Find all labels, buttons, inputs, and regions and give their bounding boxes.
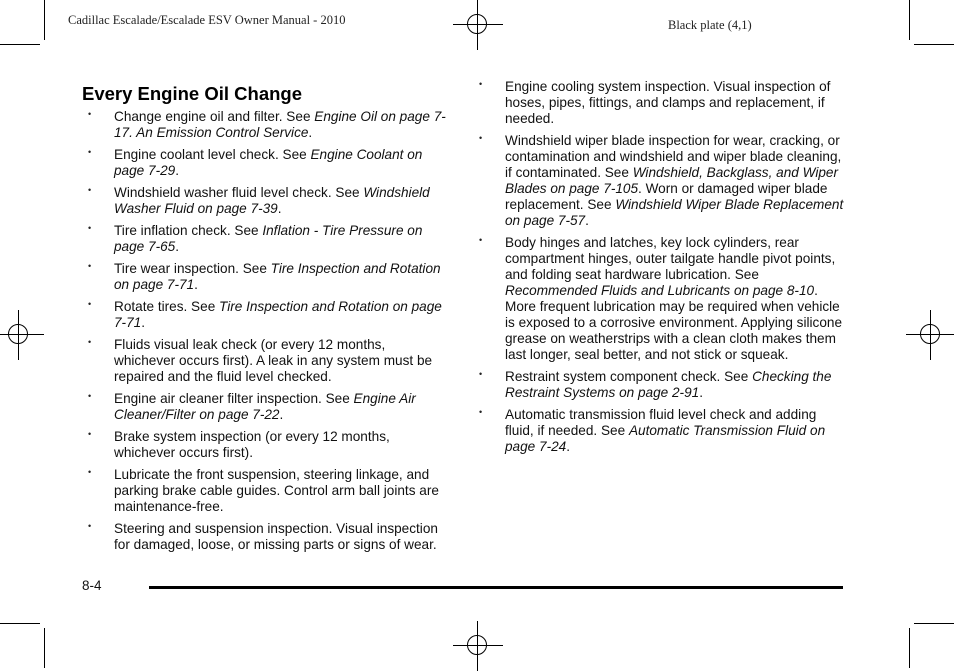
item-text: Steering and suspension inspection. Visual inspection for damaged, loose, or missing parts or signs of wear. (114, 521, 438, 552)
registration-mark-right (920, 324, 940, 344)
bullet-icon: • (88, 429, 92, 439)
crop-mark-tl-v (44, 0, 45, 40)
bullet-icon: • (479, 79, 483, 89)
page-number: 8-4 (82, 578, 102, 593)
bullet-icon: • (479, 369, 483, 379)
cross-reference: Automatic Transmission Fluid on page 7-24 (505, 423, 826, 454)
right-list-item (479, 369, 844, 401)
bullet-icon: • (88, 223, 92, 233)
bullet-icon: • (88, 521, 92, 531)
item-text: Windshield washer fluid level check. See (114, 185, 364, 200)
registration-mark-top (467, 14, 487, 34)
item-text: . (194, 277, 198, 292)
cross-reference: Engine Oil on page 7-17. An Emission Control Service (114, 109, 446, 140)
item-text: Windshield wiper blade inspection for wear, cracking, or contamination and windshield and wiper blade cleaning, if contaminated. See (505, 133, 842, 180)
left-list-item (88, 391, 448, 423)
left-list-item (88, 467, 448, 515)
section-title: Every Engine Oil Change (82, 83, 303, 104)
item-text: . More frequent lubrication may be required when vehicle is exposed to a corrosive environment. Applying silicone grease on weatherstrips with a clean cloth makes them last longer, seal better, and not stick or squeak. (505, 283, 843, 362)
item-text: . (175, 163, 180, 178)
registration-mark-bottom (467, 635, 487, 655)
cross-reference: Engine Coolant on page 7-29 (114, 147, 423, 178)
plate-label: Black plate (4,1) (668, 18, 752, 32)
crop-mark-bl-v (44, 628, 45, 668)
item-text: . (699, 385, 703, 400)
bullet-icon: • (479, 407, 483, 417)
item-text: Engine cooling system inspection. Visual inspection of hoses, pipes, fittings, and clamps and replacement, if needed. (505, 79, 831, 126)
left-list-item (88, 223, 448, 255)
item-text: Lubricate the front suspension, steering linkage, and parking brake cable guides. Control arm ball joints are maintenance-free. (114, 467, 439, 514)
item-text: . (308, 125, 313, 140)
item-text: Fluids visual leak check (or every 12 months, whichever occurs first). A leak in any system must be repaired and the fluid level checked. (114, 337, 433, 384)
manual-title: Cadillac Escalade/Escalade ESV Owner Manual - 2010 (68, 13, 346, 27)
crop-mark-bl-h (0, 623, 40, 624)
bullet-icon: • (88, 299, 92, 309)
item-text: . (141, 315, 145, 330)
footer-rule (149, 586, 843, 589)
left-list-item (88, 299, 448, 331)
left-list-item (88, 185, 448, 217)
item-text: Restraint system component check. See (505, 369, 753, 384)
bullet-icon: • (88, 337, 92, 347)
item-text: Rotate tires. See (114, 299, 220, 314)
cross-reference: Engine Air Cleaner/Filter on page 7-22 (114, 391, 416, 422)
left-list-item (88, 429, 448, 461)
right-list-item (479, 235, 844, 363)
bullet-icon: • (479, 133, 483, 143)
cross-reference: Recommended Fluids and Lubricants on page 8-10 (505, 283, 815, 298)
item-text: . (566, 439, 571, 454)
left-list-item (88, 261, 448, 293)
bullet-icon: • (88, 261, 92, 271)
left-list-item (88, 521, 448, 553)
item-text: Tire wear inspection. See (114, 261, 271, 276)
cross-reference: Checking the Restraint Systems on page 2-91 (505, 369, 832, 400)
bullet-icon: • (88, 185, 92, 195)
left-list-item (88, 337, 448, 385)
crop-mark-tr-v (909, 0, 910, 40)
cross-reference: Inflation - Tire Pressure on page 7-65 (114, 223, 423, 254)
cross-reference: Tire Inspection and Rotation on page 7-71 (114, 261, 441, 292)
bullet-icon: • (88, 109, 92, 119)
left-column (88, 109, 448, 559)
bullet-icon: • (479, 235, 483, 245)
cross-reference: Windshield, Backglass, and Wiper Blades on page 7-105 (505, 165, 838, 196)
item-text: Engine coolant level check. See (114, 147, 311, 162)
bullet-icon: • (88, 467, 92, 477)
item-text: . Worn or damaged wiper blade replacement. See (505, 181, 828, 212)
left-list-item (88, 147, 448, 179)
left-list-item (88, 109, 448, 141)
item-text: . (277, 201, 282, 216)
crop-mark-br-h (914, 623, 954, 624)
right-column (479, 79, 844, 461)
item-text: Brake system inspection (or every 12 months, whichever occurs first). (114, 429, 390, 460)
right-list-item (479, 79, 844, 127)
cross-reference: Tire Inspection and Rotation on page 7-71 (114, 299, 442, 330)
right-list-item (479, 133, 844, 229)
crop-mark-tr-h (914, 44, 954, 45)
item-text: Engine air cleaner filter inspection. See (114, 391, 354, 406)
bullet-icon: • (88, 391, 92, 401)
item-text: Automatic transmission fluid level check and adding fluid, if needed. See (505, 407, 817, 438)
item-text: Body hinges and latches, key lock cylinders, rear compartment hinges, outer tailgate handle pivot points, and folding seat hardware lubrication. See (505, 235, 836, 282)
item-text: . (175, 239, 180, 254)
item-text: . (585, 213, 589, 228)
item-text: Tire inflation check. See (114, 223, 263, 238)
registration-mark-left (8, 324, 28, 344)
cross-reference: Windshield Wiper Blade Replacement on page 7-57 (505, 197, 844, 228)
item-text: . (279, 407, 284, 422)
crop-mark-br-v (909, 628, 910, 668)
bullet-icon: • (88, 147, 92, 157)
crop-mark-tl-h (0, 44, 40, 45)
item-text: Change engine oil and filter. See (114, 109, 315, 124)
right-list-item (479, 407, 844, 455)
cross-reference: Windshield Washer Fluid on page 7-39 (114, 185, 430, 216)
